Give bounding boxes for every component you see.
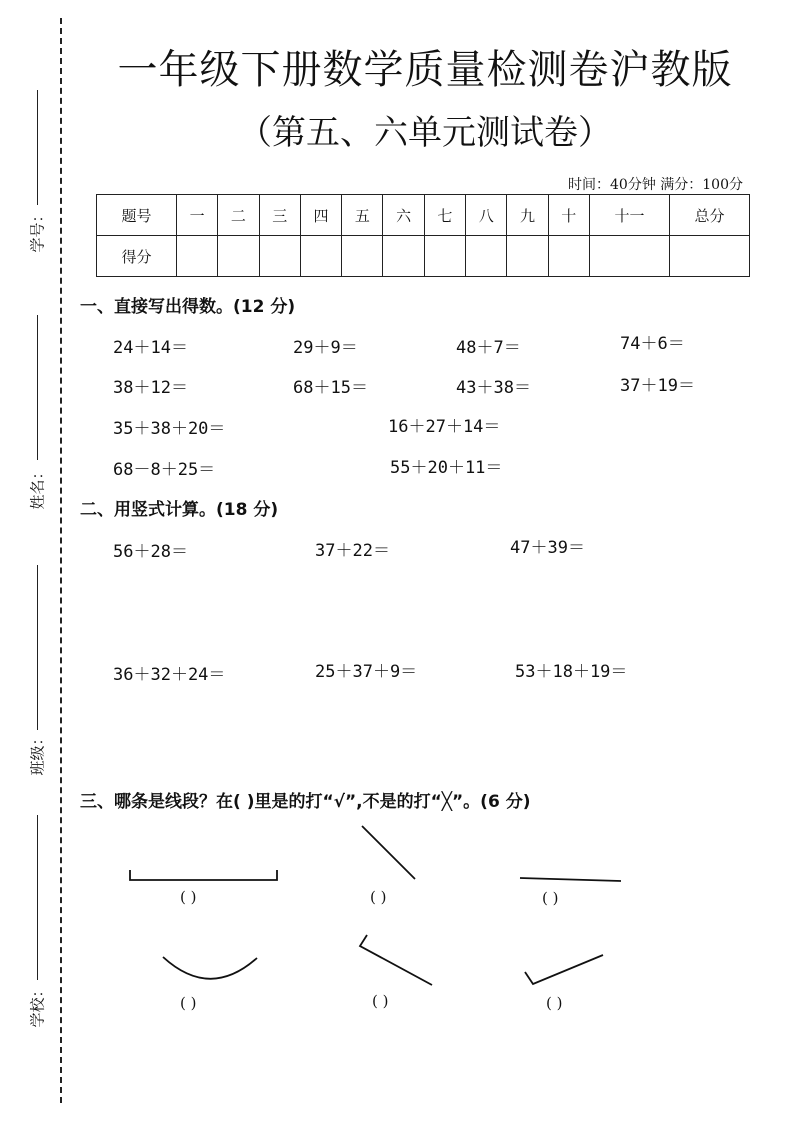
answer-paren[interactable]: ( ) [542, 889, 559, 907]
student-no-label: 学号： [28, 207, 47, 253]
answer-paren[interactable]: ( ) [546, 994, 563, 1012]
problem: 36＋32＋24＝ [113, 665, 226, 685]
problem: 55＋20＋11＝ [390, 458, 503, 478]
problem: 16＋27＋14＝ [388, 417, 501, 437]
problem: 38＋12＝ [113, 378, 188, 398]
header-cell: 五 [342, 195, 383, 236]
problem: 48＋7＝ [456, 338, 521, 358]
figure-angle-right [525, 955, 603, 984]
figure-horizontal-ray [520, 878, 621, 881]
figure-segment-bracket [130, 870, 277, 880]
class-label: 班级： [28, 730, 47, 776]
header-cell: 二 [218, 195, 259, 236]
header-cell: 十 [548, 195, 589, 236]
problem: 24＋14＝ [113, 338, 188, 358]
header-cell: 一 [176, 195, 217, 236]
answer-paren[interactable]: ( ) [370, 888, 387, 906]
figure-angle-left [360, 935, 432, 985]
header-cell: 四 [300, 195, 341, 236]
header-cell: 十一 [589, 195, 669, 236]
problem: 29＋9＝ [293, 338, 358, 358]
problem: 47＋39＝ [510, 538, 585, 558]
figure-curve [163, 957, 257, 979]
header-cell: 六 [383, 195, 424, 236]
header-cell: 九 [507, 195, 548, 236]
section1-heading: 一、直接写出得数。(12 分) [80, 297, 296, 317]
figure-slanted-line [362, 826, 415, 879]
problem: 35＋38＋20＝ [113, 419, 226, 439]
header-cell: 八 [466, 195, 507, 236]
header-cell: 总分 [669, 195, 749, 236]
school-label: 学校： [28, 982, 47, 1028]
answer-paren[interactable]: ( ) [180, 994, 197, 1012]
problem: 37＋22＝ [315, 541, 390, 561]
exam-meta: 时间：40分钟 满分：100分 [568, 177, 743, 193]
problem: 37＋19＝ [620, 376, 695, 396]
problem: 68－8＋25＝ [113, 460, 216, 480]
section3-heading: 三、哪条是线段？在( )里是的打“√”,不是的打“╳”。(6 分) [80, 792, 531, 812]
header-cell: 七 [424, 195, 465, 236]
problem: 56＋28＝ [113, 542, 188, 562]
answer-paren[interactable]: ( ) [372, 992, 389, 1010]
problem: 74＋6＝ [620, 334, 685, 354]
problem: 53＋18＋19＝ [515, 662, 628, 682]
problem: 25＋37＋9＝ [315, 662, 418, 682]
score-row-label: 得分 [97, 236, 177, 277]
section2-heading: 二、用竖式计算。(18 分) [80, 500, 279, 520]
page-subtitle: （第五、六单元测试卷） [238, 113, 612, 153]
problem: 68＋15＝ [293, 378, 368, 398]
page-title: 一年级下册数学质量检测卷沪教版 [117, 47, 733, 93]
problem: 43＋38＝ [456, 378, 531, 398]
name-label: 姓名： [28, 464, 47, 510]
header-cell: 三 [259, 195, 300, 236]
header-cell: 题号 [97, 195, 177, 236]
answer-paren[interactable]: ( ) [180, 888, 197, 906]
